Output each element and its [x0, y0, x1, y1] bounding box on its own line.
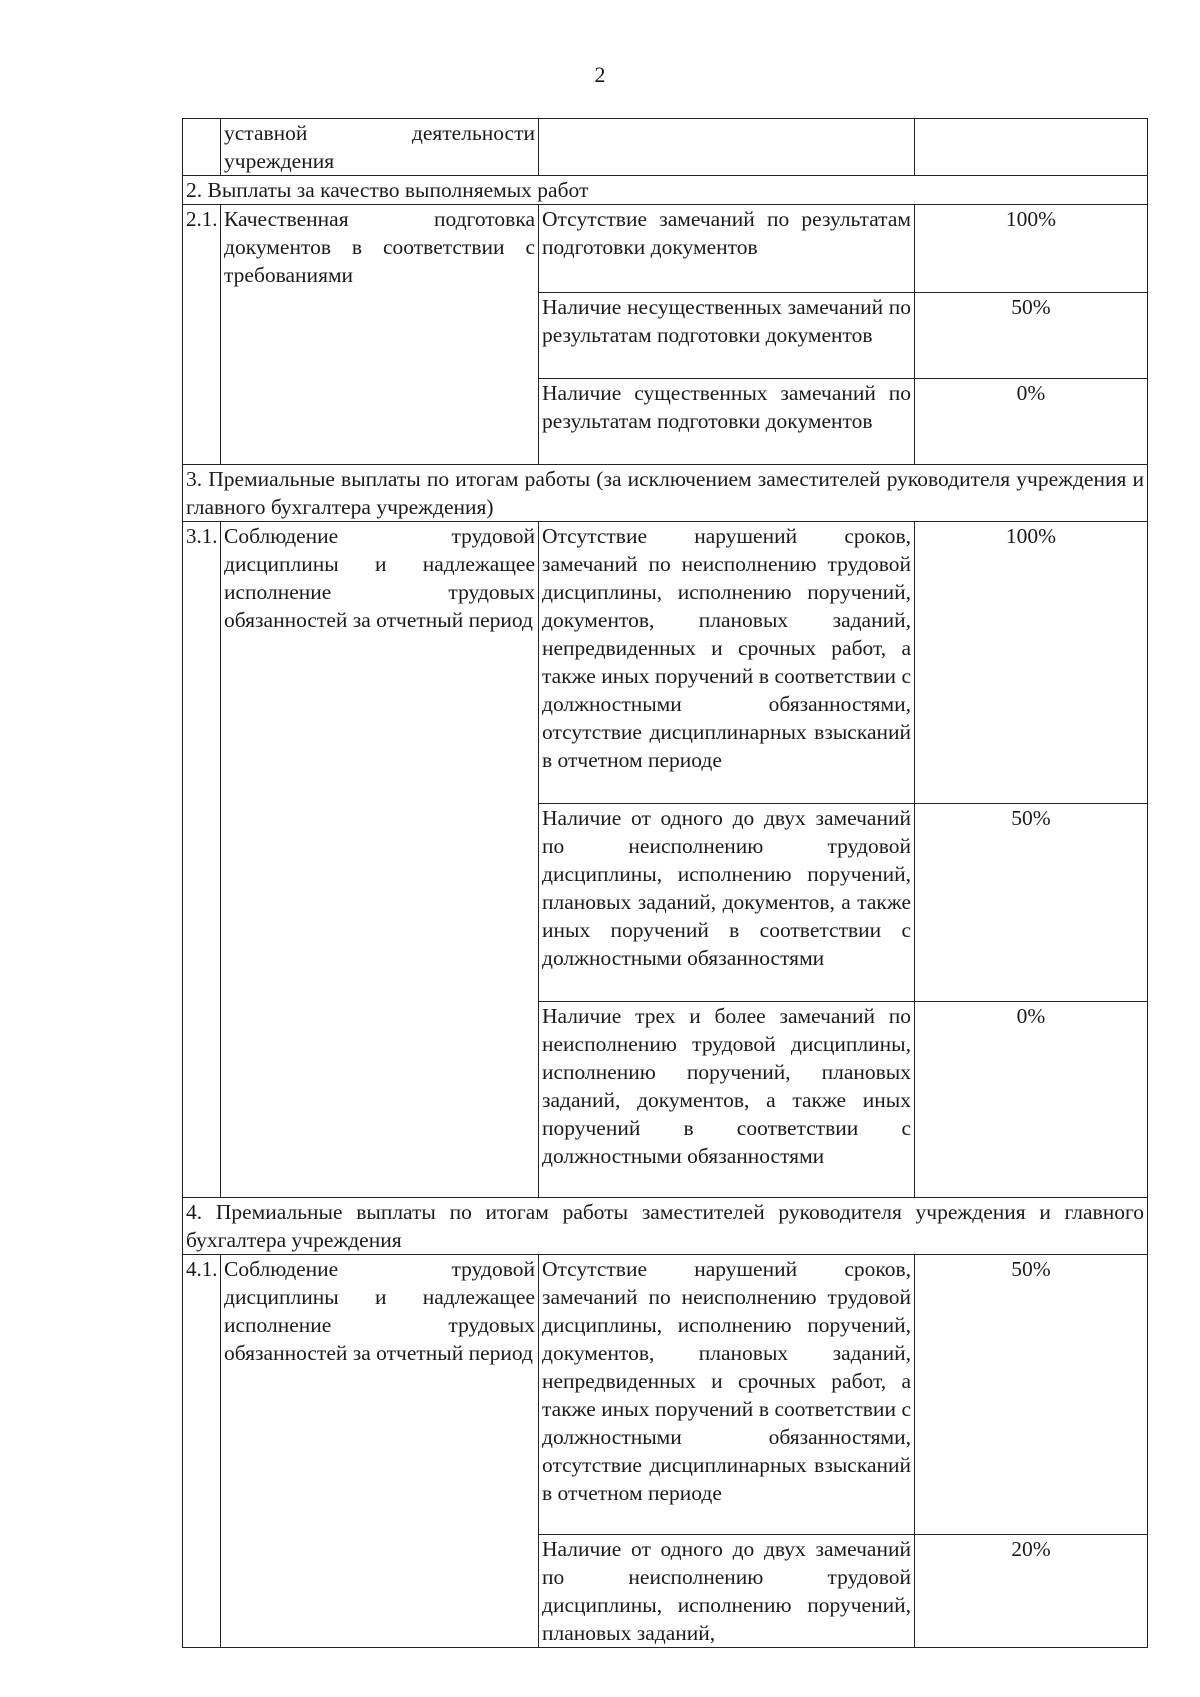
section-title: 4. Премиальные выплаты по итогам работы заместителей руководителя учреждения и главного бухгалтера учреждения: [183, 1198, 1148, 1255]
section-title: 2. Выплаты за качество выполняемых работ: [183, 176, 1148, 205]
table-row: [183, 1255, 1148, 1535]
condition-cell: Отсутствие нарушений сроков, замечаний по неисполнению трудовой дисциплины, исполнению поручений, документов, плановых заданий, непредвиденных и срочных работ, а также иных поручений в соответствии с должностными обязанностями, отсутствие дисциплинарных взысканий в отчетном периоде: [539, 522, 915, 804]
section-title: 3. Премиальные выплаты по итогам работы (за исключением заместителей руководителя учреждения и главного бухгалтера учреждения): [183, 465, 1148, 522]
condition-cell: Наличие несущественных замечаний по результатам подготовки документов: [539, 293, 915, 379]
section-header-row: [183, 465, 1148, 522]
value-cell: 100%: [915, 205, 1148, 293]
value-cell: 50%: [915, 804, 1148, 1002]
condition-cell: Отсутствие замечаний по результатам подготовки документов: [539, 205, 915, 293]
value-cell: 100%: [915, 522, 1148, 804]
table-row: [183, 205, 1148, 293]
criterion-cell: Качественная подготовка документов в соответствии с требованиями: [221, 205, 539, 465]
criterion-cell: Соблюдение трудовой дисциплины и надлежащее исполнение трудовых обязанностей за отчетный период: [221, 1255, 539, 1648]
item-number: 3.1.: [183, 522, 221, 1198]
value-cell: 50%: [915, 1255, 1148, 1535]
condition-cell: Наличие существенных замечаний по результатам подготовки документов: [539, 379, 915, 465]
criterion-cell: Соблюдение трудовой дисциплины и надлежащее исполнение трудовых обязанностей за отчетный период: [221, 522, 539, 1198]
page-number: 2: [594, 62, 606, 87]
condition-cell: Отсутствие нарушений сроков, замечаний по неисполнению трудовой дисциплины, исполнению поручений, документов, плановых заданий, непредвиденных и срочных работ, а также иных поручений в соответствии с должностными обязанностями, отсутствие дисциплинарных взысканий в отчетном периоде: [539, 1255, 915, 1535]
value-cell: 0%: [915, 379, 1148, 465]
condition-cell: Наличие трех и более замечаний по неисполнению трудовой дисциплины, исполнению поручений, плановых заданий, документов, а также иных поручений в соответствии с должностными обязанностями: [539, 1002, 915, 1198]
item-number: 2.1.: [183, 205, 221, 465]
section-header-row: [183, 1198, 1148, 1255]
criterion-cell: уставной деятельности учреждения: [221, 119, 539, 176]
condition-cell: [539, 119, 915, 176]
number-cell: [183, 119, 221, 176]
value-cell: [915, 119, 1148, 176]
condition-cell: Наличие от одного до двух замечаний по неисполнению трудовой дисциплины, исполнению поручений, плановых заданий,: [539, 1535, 915, 1648]
condition-cell: Наличие от одного до двух замечаний по неисполнению трудовой дисциплины, исполнению поручений, плановых заданий, документов, а также иных поручений в соответствии с должностными обязанностями: [539, 804, 915, 1002]
value-cell: 0%: [915, 1002, 1148, 1198]
value-cell: 50%: [915, 293, 1148, 379]
table-row: [183, 522, 1148, 804]
value-cell: 20%: [915, 1535, 1148, 1648]
section-header-row: [183, 176, 1148, 205]
criteria-table: [182, 118, 1148, 1648]
item-number: 4.1.: [183, 1255, 221, 1648]
table-row: [183, 119, 1148, 176]
